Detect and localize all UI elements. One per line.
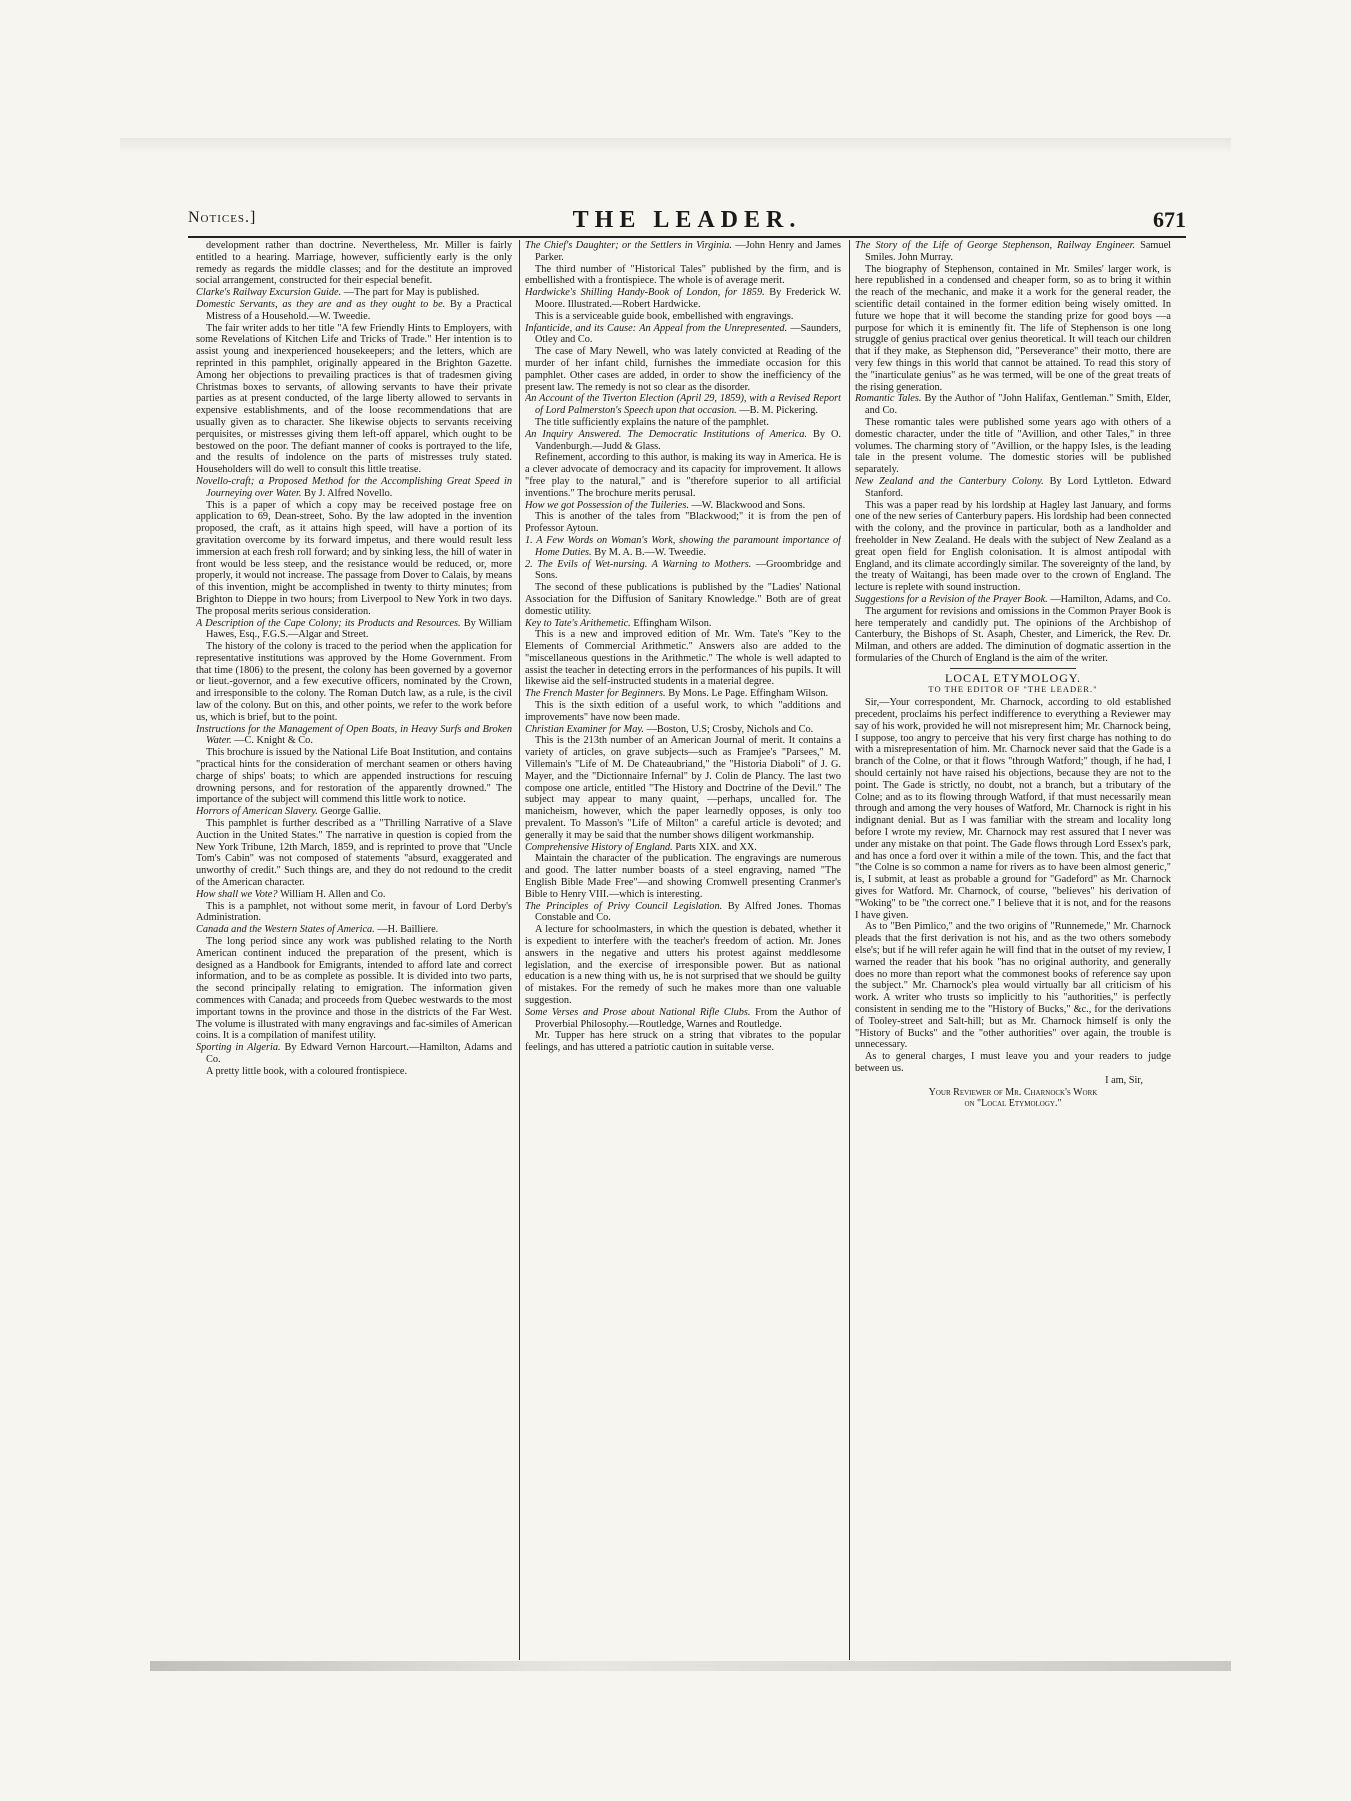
book-title: The Principles of Privy Council Legislation. bbox=[525, 900, 723, 912]
notice-body: This is a pamphlet, not without some merit, in favour of Lord Derby's Administration. bbox=[196, 900, 512, 924]
book-title: 2. The Evils of Wet-nursing. A Warning to Mothers. bbox=[525, 558, 752, 570]
publisher: By the Author of "John Halifax, Gentleman." Smith, Elder, and Co. bbox=[865, 393, 1171, 417]
column-divider bbox=[849, 240, 850, 1660]
book-title: An Account of the Tiverton Election (April 29, 1859), with a Revised Report of Lord Palmerston's Speech upon that occasion. bbox=[525, 393, 841, 417]
notice-body: The case of Mary Newell, who was lately convicted at Reading of the murder of her infant child, furnishes the immediate occasion for this pamphlet. Other cases are added, in order to show the inefficiency of the present law. The remedy is not so clear as the disorder. bbox=[525, 346, 841, 393]
notice-title bbox=[525, 323, 841, 347]
publisher: By Edward Vernon Harcourt.—Hamilton, Adams and Co. bbox=[206, 1042, 512, 1065]
publisher: —The part for May is published. bbox=[343, 287, 480, 299]
letter-paragraph: Sir,—Your correspondent, Mr. Charnock, according to old established precedent, proclaims his perfect indifference to everything a Reviewer may say of his work, provided he will not misrepresent him; Mr. Charnock being, I suppose, too angry to perceive that his very first charge has nothing to do with a misrepresentation of him. Mr. Charnock never said that the Gade is a branch of the Colne, or that it flows "through Watford;" though, if he had, I should certainly not have raised his objections, because they are not to the point. The Gade is strictly, no doubt, not a branch, but a tributary of the Colne; and as to its flowing through Watford, if that must necessarily mean through and among the very houses of Watford, Mr. Charnock is right in his indignant denial. But as I was familiar with the stream and locality long before I wrote my review, Mr. Charnock may rest assured that I never was under any mistake on that point. The Gade flows through Lord Essex's park, and has once a ford over it within a mile of the town. This, and the fact that "the Colne is so common a name for rivers as to have been almost generic," is, I submit, at least as probable a ground for "Gadeford" as Mr. Charnock gives for Watford. Mr. Charnock, of course, "believes" his derivation of "Woking" to be "the correct one." I believe that it is not, and for the reasons I have given. bbox=[855, 697, 1171, 921]
notice-body: A pretty little book, with a coloured frontispiece. bbox=[206, 1065, 408, 1077]
book-title: Instructions for the Management of Open Boats, in Heavy Surfs and Broken Water. bbox=[196, 723, 512, 747]
notice-title bbox=[525, 240, 841, 264]
notice-title bbox=[196, 618, 512, 642]
notice-body: This is a paper of which a copy may be received postage free on application to 69, Dean-street, Soho. By the law adopted in the invention proposed, the craft, as it attains high speed, will have a portion of its gravitation overcome by its forward impetus, and there would result less immersion at each fresh roll forward; and by sinking less, the hill of water in front would be less steep, and the resistance would be reduced, or, more properly, it would not increase. The passage from Dover to Calais, by means of this invention, might be accomplished in twenty to thirty minutes; from Brighton to Dieppe in two hours; from Liverpool to New York in two days. The proposal merits serious consideration. bbox=[196, 499, 512, 617]
letter-to-editor bbox=[855, 670, 1171, 1110]
notice-title bbox=[855, 393, 1171, 417]
publisher: —Hamilton, Adams, and Co. bbox=[1050, 593, 1171, 605]
notice-title bbox=[196, 1042, 512, 1066]
publisher: By Frederick W. Moore. Illustrated.—Robert Hardwicke. bbox=[535, 287, 841, 310]
notice-title bbox=[196, 724, 512, 748]
letter-signature: Your Reviewer of Mr. Charnock's Work bbox=[928, 1086, 1098, 1098]
notice-body: Maintain the character of the publication. The engravings are numerous and good. The latter number boasts of a steel engraving, named "The English Bible Made Free"—and showing Cromwell presenting Cranmer's Bible to Henry VIII.—which is interesting. bbox=[525, 853, 841, 900]
book-title: Romantic Tales. bbox=[855, 393, 922, 405]
book-title: 1. A Few Words on Woman's Work, showing the paramount importance of Home Duties. bbox=[525, 534, 841, 558]
publisher: By J. Alfred Novello. bbox=[304, 487, 393, 499]
publisher: From the Author of Proverbial Philosophy.—Routledge, Warnes and Routledge. bbox=[535, 1006, 841, 1030]
publisher: By Alfred Jones. Thomas Constable and Co. bbox=[535, 900, 841, 924]
notice-body: The third number of "Historical Tales" published by the firm, and is embellished with a frontispiece. The whole is of average merit. bbox=[525, 263, 841, 287]
letter-paragraph: As to general charges, I must leave you and your readers to judge between us. bbox=[855, 1051, 1171, 1074]
notice-title bbox=[196, 806, 512, 818]
letter-title: LOCAL ETYMOLOGY. bbox=[945, 670, 1081, 685]
notice-title bbox=[855, 594, 1171, 606]
publisher: George Gallie. bbox=[320, 806, 381, 818]
column-3 bbox=[855, 240, 1171, 1660]
notice-title bbox=[525, 429, 841, 453]
book-title: How we got Possession of the Tuileries. bbox=[525, 499, 689, 511]
masthead: THE LEADER. bbox=[572, 207, 802, 233]
publisher: William H. Allen and Co. bbox=[280, 888, 386, 900]
letter-subtitle: TO THE EDITOR OF "THE LEADER." bbox=[928, 684, 1098, 695]
notice-title bbox=[196, 924, 512, 936]
column-divider bbox=[519, 240, 520, 1660]
notice-title bbox=[855, 240, 1171, 264]
book-title: Horrors of American Slavery. bbox=[196, 806, 318, 818]
notice-title bbox=[525, 559, 841, 583]
column-2 bbox=[525, 240, 841, 1660]
notice-body: A lecture for schoolmasters, in which the question is debated, whether it is expedient to interfere with the teacher's freedom of action. Mr. Jones answers in the negative and utters his protest against meddlesome legislation, and the exercise of irresponsible power. But as national education is a new thing with us, he is not surprised that we should be guilty of mistakes. For the remedy of such he makes more than one valuable suggestion. bbox=[525, 924, 841, 1006]
notice-body: Refinement, according to this author, is making its way in America. He is a clever advocate of democracy and its capacity for improvement. It allows "free play to the natural," and is "therefore superior to all artificial inventions." The brochure merits perusal. bbox=[525, 452, 841, 499]
notice-body: The fair writer adds to her title "A few Friendly Hints to Employers, with some Revelations of Kitchen Life and Tricks of Trade." Her intention is to assist young and inexperienced housekeepers; and the letters, which are reprinted in this pamphlet, originally appeared in the Brighton Gazette. Among her objections to prevailing practices is that of tradesmen giving Christmas boxes to servants, of allowing servants to have their private parties as at present conducted, of the large liberty allowed to servants in expensive establishments, and of the loose recommendations that are usually given as to character. She likewise objects to servants receiving perquisites, or mistresses giving them left-off apparel, which ought to be bestowed on the poor. The defiant manner of cooks is portrayed to the life, and the results of indolence on the parts of mistresses truly stated. Householders will do well to consult this little treatise. bbox=[196, 322, 512, 476]
letter-paragraph: As to "Ben Pimlico," and the two origins of "Runnemede," Mr. Charnock pleads that the first derivation is not his, and as the two others somebody else's; but if he will refer again he will find that in the outset of my review, I warned the reader that his book "has no original authority, and generally does no more than report what the commonest books of reference say upon the subject." Mr. Charnock's plea would virtually bar all criticism of his work. A writer who trusts so implicitly to his "authorities," is perfectly consistent in sending me to the "History of Bucks," &c., for the derivations of Tooley-street and Salt-hill; but as Mr. Charnock himself is only the "History of Bucks" and the "other authorities" over again, the trouble is unnecessary. bbox=[855, 921, 1171, 1051]
book-title: Hardwicke's Shilling Handy-Book of London, for 1859. bbox=[525, 287, 765, 299]
book-title: Novello-craft; a Proposed Method for the Accomplishing Great Speed in Journeying over Water. bbox=[196, 475, 512, 499]
publisher: —H. Bailliere. bbox=[377, 924, 439, 936]
book-title: The Chief's Daughter; or the Settlers in Virginia. bbox=[525, 240, 732, 251]
book-title: Infanticide, and its Cause: An Appeal from the Unrepresented. bbox=[525, 322, 788, 334]
publisher: —W. Blackwood and Sons. bbox=[691, 499, 806, 511]
letter-closing: I am, Sir, bbox=[1105, 1074, 1143, 1086]
notice-body: These romantic tales were published some years ago with others of a domestic character, under the title of "Avillion, and other Tales," in three volumes. The charming story of "Avillion, or the happy Isles, is the leading tale in the present volume. The domestic stories will be published separately. bbox=[855, 416, 1171, 476]
notice-body: This brochure is issued by the National Life Boat Institution, and contains "practical hints for the consideration of merchant seamen or others having charge of ships' boats; to which are appended instructions for rescuing drowning persons, and for restoration of the apparently drowned." The importance of the subject will commend this little work to notice. bbox=[196, 747, 512, 806]
notice-title bbox=[525, 393, 841, 417]
publisher: —Groombridge and Sons. bbox=[535, 558, 841, 582]
book-title: Key to Tate's Arithemetic. bbox=[525, 617, 631, 629]
notice-title bbox=[525, 618, 841, 630]
notice-body: This is the sixth edition of a useful work, to which "additions and improvements" have now been made. bbox=[525, 700, 841, 723]
notice-body: The biography of Stephenson, contained in Mr. Smiles' larger work, is here republished in a condensed and cheaper form, so as to bring it within the reach of the mechanic, and make it a work for the general reader, the scientific detail contained in the former edition being wisely omitted. In future we hope that it will become the standing prize for good boys —a purpose for which it is eminently fit. The life of Stephenson is one long struggle of genius practical over genius theoretical. It will teach our children that if they make, as Stephenson did, "Perseverance" their motto, there are very few things in this world that cannot be attained. To read this story of the "inarticulate genius" as he was termed, will be one of the great treats of the rising generation. bbox=[855, 263, 1171, 393]
notice-body: The title sufficiently explains the nature of the pamphlet. bbox=[535, 416, 769, 428]
notice-body: Mr. Tupper has here struck on a string that vibrates to the popular feelings, and has uttered a patriotic caution in suitable verse. bbox=[525, 1030, 841, 1054]
book-title: New Zealand and the Canterbury Colony. bbox=[855, 475, 1044, 487]
notice-body: This is another of the tales from "Blackwood;" it is from the pen of Professor Aytoun. bbox=[525, 511, 841, 535]
notice-title bbox=[196, 287, 512, 299]
publisher: —B. M. Pickering. bbox=[739, 405, 818, 417]
notice-title bbox=[525, 724, 841, 736]
notice-body: This is a new and improved edition of Mr. Wm. Tate's "Key to the Elements of Commercial Arithmetic." Answers also are added to the "miscellaneous questions in the Arithmetic." The whole is well adapted to assist the teacher in detecting errors in the performances of his pupils. It will likewise aid the self-instructed students in a material degree. bbox=[525, 629, 841, 688]
book-title: Some Verses and Prose about National Rifle Clubs. bbox=[525, 1006, 751, 1018]
column-1 bbox=[196, 240, 512, 1660]
publisher: Parts XIX. and XX. bbox=[675, 841, 757, 853]
notice-body: The long period since any work was published relating to the North American continent induced the preparation of the present, which is designed as a Handbook for Emigrants, intended to afford late and correct information, and to be as complete as possible. It is divided into two parts, the second principally relating to emigration. The information given commences with Canada; and proceeds from Quebec westwards to the most important towns in the province and those in the districts of the Far West. The volume is illustrated with many engravings and fac-similes of American coins. It is a compilation of manifest utility. bbox=[196, 936, 512, 1042]
publisher: By William Hawes, Esq., F.G.S.—Algar and Street. bbox=[206, 617, 512, 641]
book-title: A Description of the Cape Colony; its Products and Resources. bbox=[196, 617, 461, 629]
book-title: The Story of the Life of George Stephenson, Railway Engineer. bbox=[855, 240, 1136, 251]
notice-title bbox=[525, 535, 841, 559]
book-title: Clarke's Railway Excursion Guide. bbox=[196, 287, 342, 299]
book-title: The French Master for Beginners. bbox=[525, 688, 666, 700]
publisher: By O. Vandenburgh.—Judd & Glass. bbox=[535, 428, 841, 452]
scan-edge-bottom bbox=[150, 1661, 1231, 1671]
notice-body: This was a paper read by his lordship at Hagley last January, and forms one of the new series of Canterbury papers. His lordship had been connected with the colony, and the province in particular, both as a landholder and freeholder in New Zealand. He deals with the subject of New Zealand as a great open field for English colonisation. It is almost antipodal with England, and its climate accordingly similar. The sovereignty of the land, by the treaty of Waitangi, has been made over to the crown of England. The lecture is replete with sound instruction. bbox=[855, 499, 1171, 594]
notice-title bbox=[525, 287, 841, 311]
page-number: 671 bbox=[1153, 207, 1186, 232]
publisher: By Mons. Le Page. Effingham Wilson. bbox=[668, 688, 829, 700]
notice-title bbox=[525, 500, 841, 512]
publisher: By M. A. B.—W. Tweedie. bbox=[594, 546, 706, 558]
publisher: —C. Knight & Co. bbox=[234, 735, 313, 747]
scan-edge-top bbox=[120, 138, 1231, 154]
publisher: —John Henry and James Parker. bbox=[535, 240, 841, 263]
notice-body: development rather than doctrine. Nevertheless, Mr. Miller is fairly entitled to a hearing. Marriage, however, sufficiently early is the only remedy as regards the middle classes; and for the destitute an improved social arrangement, constructed for their especial benefit. bbox=[196, 240, 512, 287]
publisher: Effingham Wilson. bbox=[633, 617, 712, 629]
header-rule bbox=[188, 236, 1186, 238]
publisher: —Saunders, Otley and Co. bbox=[535, 322, 841, 346]
book-title: Comprehensive History of England. bbox=[525, 841, 673, 853]
notice-body: The second of these publications is published by the "Ladies' National Association for the Diffusion of Sanitary Knowledge." Both are of great domestic utility. bbox=[525, 582, 841, 617]
notice-title bbox=[855, 476, 1171, 500]
book-title: Christian Examiner for May. bbox=[525, 723, 644, 735]
book-title: Sporting in Algeria. bbox=[196, 1042, 281, 1054]
notice-body: This pamphlet is further described as a "Thrilling Narrative of a Slave Auction in the United States." The narrative in question is copied from the New York Tribune, 12th March, 1859, and is reprinted to prove that "Uncle Tom's Cabin" was not composed of statements "absurd, exaggerated and unworthy of credit." Such things are, and they do not redound to the credit of the American character. bbox=[196, 818, 512, 889]
notice-body: This is the 213th number of an American Journal of merit. It contains a variety of articles, on grave subjects—such as Framjee's "Parsees," M. Villemain's "Life of M. De Chateaubriand," the "Historia Diaboli" of J. G. Mayer, and the "Dictionnaire Infernal" by J. Colin de Plancy. The last two compose one article, entitled "The History and Doctrine of the Devil." The subject may appear to many quaint, —perhaps, uncalled for. The manicheism, however, which the paper learnedly opposes, is only too prevalent. To Masson's "Life of Milton" a careful article is devoted; and generally it may be said that the number shows diligent workmanship. bbox=[525, 735, 841, 841]
publisher: By Lord Lyttleton. Edward Stanford. bbox=[865, 475, 1171, 499]
notice-body: The history of the colony is traced to the period when the application for representative institutions was approved by the Home Government. From that time (1806) to the present, the colony has been governed by a governor or lieut.-governor, and a few executive officers, nominated by the Crown, and irresponsible to the colony. The Roman Dutch law, as a rule, is the civil law of the colony. But on this, and other points, we refer to the work before us, which is brief, but to the point. bbox=[196, 641, 512, 723]
notice-title bbox=[525, 901, 841, 925]
book-title: Domestic Servants, as they are and as they ought to be. bbox=[196, 298, 446, 310]
publisher: Samuel Smiles. John Murray. bbox=[865, 240, 1171, 263]
notice-title bbox=[525, 688, 841, 700]
notice-body: This is a serviceable guide book, embellished with engravings. bbox=[535, 310, 794, 322]
section-label: Notices.] bbox=[188, 209, 257, 226]
notice-body: The argument for revisions and omissions in the Common Prayer Book is here temperately and candidly put. The opinions of the Archbishop of Canterbury, the Bishops of St. Asaph, Chester, and Limerick, the Rev. Dr. Milman, and others are added. The diminution of dogmatic assertion in the formularies of the Church of England is the aim of the writer. bbox=[855, 605, 1171, 664]
notice-title bbox=[196, 299, 512, 323]
book-title: An Inquiry Answered. The Democratic Institutions of America. bbox=[525, 428, 807, 440]
publisher: By a Practical Mistress of a Household.—W. Tweedie. bbox=[206, 298, 512, 322]
notice-title bbox=[196, 889, 512, 901]
page-header bbox=[188, 207, 1186, 235]
notice-title bbox=[525, 842, 841, 854]
section-rule bbox=[950, 668, 1076, 669]
letter-signature: on "Local Etymology." bbox=[964, 1098, 1062, 1110]
notice-title bbox=[196, 476, 512, 500]
book-title: How shall we Vote? bbox=[196, 888, 278, 900]
notice-title bbox=[525, 1007, 841, 1031]
book-title: Suggestions for a Revision of the Prayer Book. bbox=[855, 593, 1048, 605]
column-3-notices bbox=[855, 240, 1171, 665]
publisher: —Boston, U.S; Crosby, Nichols and Co. bbox=[646, 723, 814, 735]
book-title: Canada and the Western States of America. bbox=[196, 924, 375, 936]
